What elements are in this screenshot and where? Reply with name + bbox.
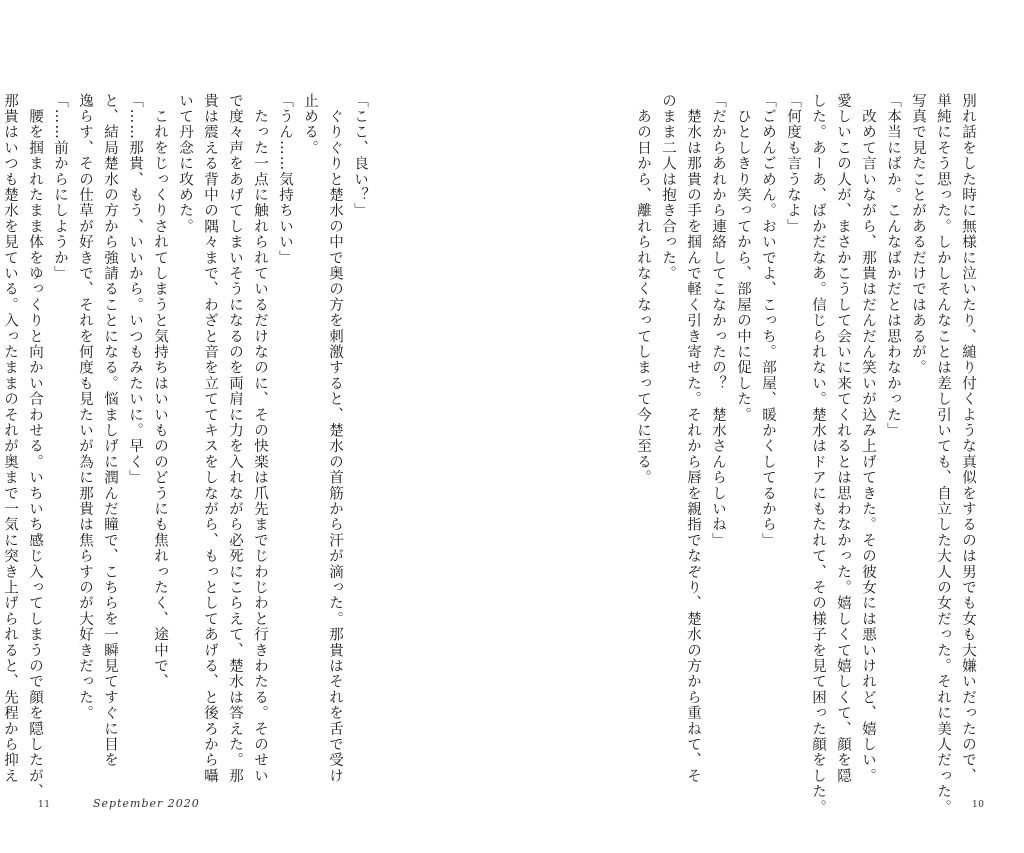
running-head: September 2020 <box>93 797 200 810</box>
left_page-text-line: ぐりぐりと楚水の中で奥の方を刺激すると、楚水の首筋から汗が滴った。那貴はそれを舌で受け <box>327 93 343 784</box>
right_page-text-line: 「ごめんごめん。おいでよ、こっち。部屋、暖かくしてるから」 <box>760 93 776 549</box>
right_page-text-line: 「何度も言うなよ」 <box>785 93 801 235</box>
left_page-text-line: 腰を掴まれたまま体をゆっくりと向かい合わせる。いちいち感じ入ってしまうので顔を隠したが、 <box>27 93 43 800</box>
right_page-text-line: 写真で見たことがあるだけではあるが。 <box>910 93 926 376</box>
left_page-text-line: たった一点に触れられているだけなのに、その快楽は爪先までじわじわと行きわたる。そのせい <box>252 93 268 784</box>
right_page-text-line: ひとしきり笑ってから、部屋の中に促した。 <box>735 93 751 423</box>
right_page-text-line: 楚水は那貴の手を掴んで軽く引き寄せた。それから唇を親指でなぞり、楚水の方から重ねて、そ <box>685 93 701 784</box>
left_page-text-line: 「……那貴、もう、いいから。いつもみたいに。早く」 <box>127 93 143 486</box>
left-page-number: 11 <box>38 800 51 810</box>
left_page-text-line: と、結局楚水の方から強請ることになる。悩ましげに潤んだ瞳で、こちらを一瞬見てすぐに目を <box>102 93 118 769</box>
left_page-text-line: 「うん……気持ちいい」 <box>277 93 293 266</box>
right_page-text-line: 単純にそう思った。しかしそんなことは差し引いても、自立した大人の女だった。それに美人だった。 <box>935 93 951 816</box>
left_page-text-line: 「ここ、良い？」 <box>352 93 368 219</box>
right_page-text-line: 愛しいこの人が、まさかこうして会いに来てくれるとは思わなかった。嬉しくて嬉しくて、顔を隠 <box>835 93 851 784</box>
right-page-number: 10 <box>972 800 985 810</box>
right_page-text-line: 改めて言いながら、那貴はだんだん笑いが込み上げてきた。その彼女には悪いけれど、嬉しい。 <box>860 93 876 784</box>
left_page-text-line: で度々声をあげてしまいそうになるのを両肩に力を入れながら必死にこらえて、楚水は答えた。那 <box>227 93 243 784</box>
left_page-text-line: いて丹念に攻めた。 <box>177 93 193 235</box>
right_page-text-line: した。あーあ、ばかだなあ。信じられない。楚水はドアにもたれて、その様子を見て困った顔をした。 <box>810 93 826 816</box>
left_page-text-line: 止める。 <box>302 93 318 156</box>
right_page-text-line: のまま二人は抱き合った。 <box>660 93 676 282</box>
right_page-text-line: 「本当にばか。こんなばかだとは思わなかった」 <box>885 93 901 439</box>
left_page-text-line: 貴は震える背中の隅々まで、わざと音を立ててキスをしながら、もっとしてあげる、と後ろから囁 <box>202 93 218 784</box>
right_page-text-line: 別れ話をした時に無様に泣いたり、縋り付くような真似をするのは男でも女も大嫌いだったので、 <box>960 93 976 784</box>
right_page-text-line: 「だからあれから連絡してこなかったの？ 楚水さんらしいね」 <box>710 93 726 549</box>
left_page-text-line: 逸らす、その仕草が好きで、それを何度も見たいが為に那貴は焦らすのが大好きだった。 <box>77 93 93 721</box>
left_page-text-line: 「……前からにしようか」 <box>52 93 68 282</box>
right_page-text-line: あの日から、離れられなくなってしまって今に至る。 <box>635 93 651 486</box>
left-page-text <box>2 93 372 800</box>
left_page-text-line: これをじっくりされてしまうと気持ちはいいもののどうにも焦れったく、途中で、 <box>152 93 168 690</box>
left_page-text-line: 那貴はいつも楚水を見ている。入ったままのそれが奥まで一気に突き上げられると、先程から抑え <box>2 93 18 784</box>
